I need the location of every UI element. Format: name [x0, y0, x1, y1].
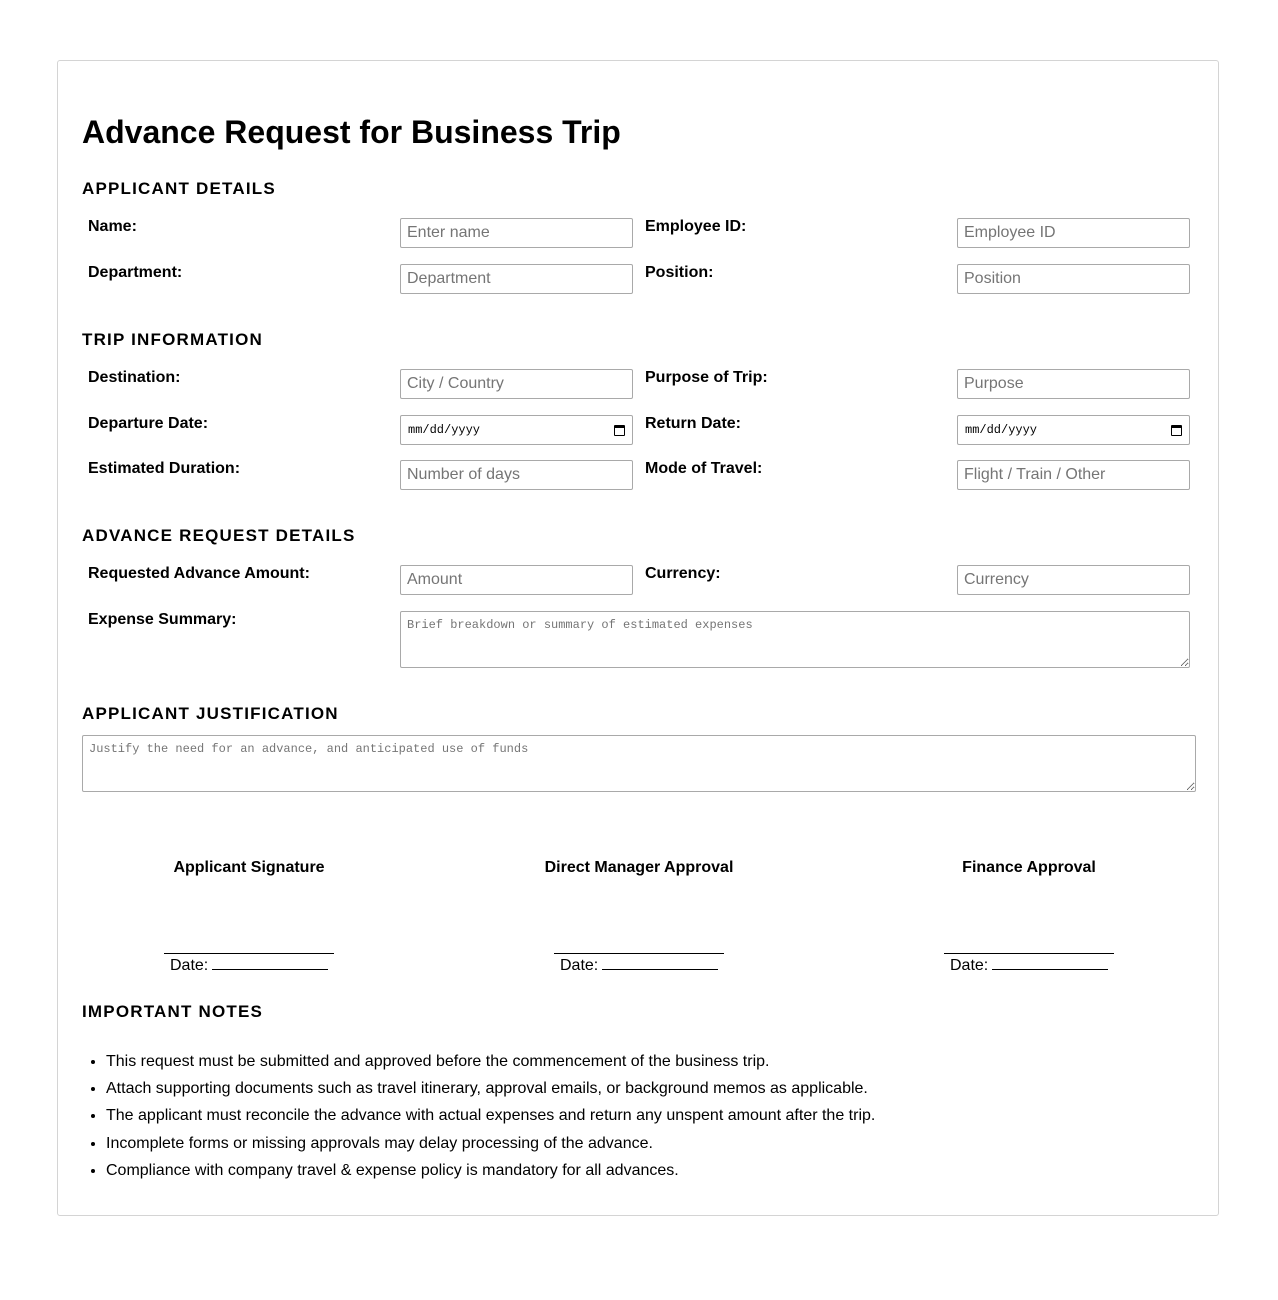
departure-date-input[interactable]: [400, 415, 633, 445]
list-item: • This request must be submitted and approved before the commencement of the business trip.: [106, 1048, 875, 1075]
finance-signature-date: [950, 955, 1108, 975]
date-line: [212, 955, 328, 970]
departure-date-value: mm/dd/yyyy: [408, 423, 481, 437]
finance-approval-title: Finance Approval: [962, 859, 1096, 876]
purpose-input[interactable]: [957, 369, 1190, 399]
manager-signature-date: [560, 955, 718, 975]
list-item: • Compliance with company travel & expense policy is mandatory for all advances.: [106, 1157, 875, 1184]
mode-of-travel-label: Mode of Travel:: [645, 460, 763, 477]
currency-label: Currency:: [645, 565, 721, 582]
name-label: Name:: [88, 218, 137, 235]
department-input[interactable]: [400, 264, 633, 294]
applicant-signature-title: Applicant Signature: [173, 859, 325, 876]
duration-label: Estimated Duration:: [88, 460, 241, 477]
amount-label: Requested Advance Amount:: [88, 565, 310, 582]
list-item: • Incomplete forms or missing approvals may delay processing of the advance.: [106, 1130, 875, 1157]
date-label: Date:: [950, 957, 989, 974]
section-important-notes: IMPORTANT NOTES: [82, 1002, 264, 1021]
date-label: Date:: [170, 957, 209, 974]
employee-id-input[interactable]: [957, 218, 1190, 248]
calendar-icon[interactable]: [1171, 425, 1182, 436]
date-line: [602, 955, 718, 970]
section-applicant-justification: APPLICANT JUSTIFICATION: [82, 704, 339, 723]
duration-input[interactable]: [400, 460, 633, 490]
amount-input[interactable]: [400, 565, 633, 595]
departure-date-label: Departure Date:: [88, 415, 209, 432]
date-label: Date:: [560, 957, 599, 974]
mode-of-travel-input[interactable]: [957, 460, 1190, 490]
return-date-value: mm/dd/yyyy: [965, 423, 1038, 437]
justification-textarea[interactable]: [82, 735, 1196, 792]
return-date-input[interactable]: [957, 415, 1190, 445]
date-line: [992, 955, 1108, 970]
applicant-signature-date: [170, 955, 328, 975]
return-date-label: Return Date:: [645, 415, 742, 432]
section-advance-request: ADVANCE REQUEST DETAILS: [82, 526, 356, 545]
destination-input[interactable]: [400, 369, 633, 399]
currency-input[interactable]: [957, 565, 1190, 595]
section-applicant-details: APPLICANT DETAILS: [82, 179, 276, 198]
expense-summary-textarea[interactable]: [400, 611, 1190, 668]
position-label: Position:: [645, 264, 714, 281]
name-input[interactable]: [400, 218, 633, 248]
department-label: Department:: [88, 264, 183, 281]
manager-approval-title: Direct Manager Approval: [544, 859, 734, 876]
manager-signature-line: [554, 953, 724, 954]
destination-label: Destination:: [88, 369, 181, 386]
section-trip-information: TRIP INFORMATION: [82, 330, 264, 349]
applicant-signature-line: [164, 953, 334, 954]
list-item: • Attach supporting documents such as travel itinerary, approval emails, or background memos as applicable.: [106, 1075, 875, 1102]
calendar-icon[interactable]: [614, 425, 625, 436]
page-title: Advance Request for Business Trip: [82, 114, 621, 150]
finance-signature-line: [944, 953, 1114, 954]
position-input[interactable]: [957, 264, 1190, 294]
list-item: • The applicant must reconcile the advance with actual expenses and return any unspent amount after the trip.: [106, 1102, 875, 1129]
purpose-label: Purpose of Trip:: [645, 369, 768, 386]
employee-id-label: Employee ID:: [645, 218, 747, 235]
expense-summary-label: Expense Summary:: [88, 611, 237, 628]
notes-list: [82, 1048, 875, 1184]
